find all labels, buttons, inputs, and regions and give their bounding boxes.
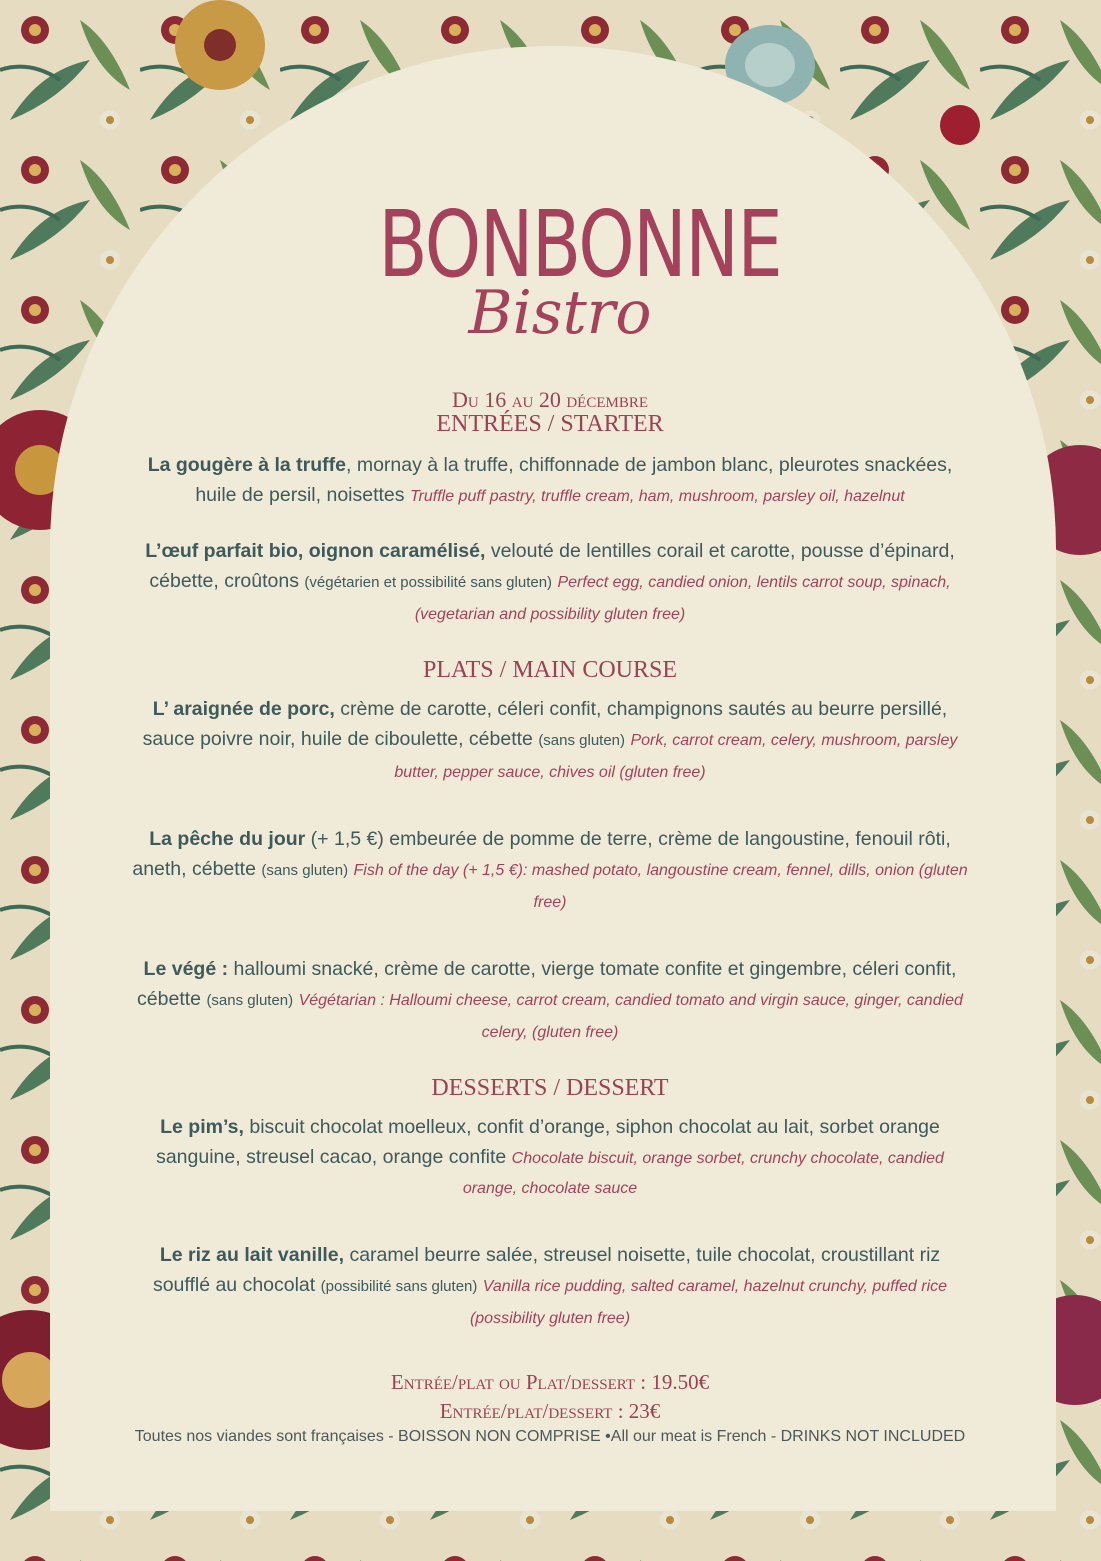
- dish-english: Perfect egg, candied onion, lentils carrot soup, spinach, (vegetarian and possibility gluten free): [414, 574, 951, 623]
- dish-description: crème de carotte, céleri confit, champignons sautés au beurre persillé, sauce poivre noir, huile de ciboulette, cébette: [142, 698, 948, 750]
- brand-name: BONBONNE: [378, 191, 782, 298]
- dish-english: Vanilla rice pudding, salted caramel, hazelnut crunchy, puffed rice (possibility gluten free): [469, 1278, 948, 1327]
- dish-english: Pork, carrot cream, celery, mushroom, parsley butter, pepper sauce, chives oil (gluten free): [394, 732, 958, 781]
- dish-note: (végétarien et possibilité sans gluten): [304, 574, 553, 591]
- dish-description: , mornay à la truffe, chiffonnade de jambon blanc, pleurotes snackées, huile de persil, noisettes: [195, 454, 953, 506]
- dish-description: velouté de lentilles corail et carotte, pousse d’épinard, cébette, croûtons: [149, 540, 955, 592]
- dish-oeuf-parfait: [130, 536, 970, 628]
- dish-name: Le végé :: [143, 958, 229, 980]
- dish-english: Fish of the day (+ 1,5 €): mashed potato, langoustine cream, fennel, dills, onion (gluten free): [353, 862, 968, 911]
- dish-note: (sans gluten): [261, 862, 349, 879]
- golden-flower-top-left: [175, 0, 265, 90]
- dish-name: L’œuf parfait bio, oignon caramélisé,: [145, 540, 486, 562]
- dish-english: Truffle puff pastry, truffle cream, ham, mushroom, parsley oil, hazelnut: [409, 488, 905, 505]
- dish-name: La gougère à la truffe: [147, 454, 346, 476]
- dish-description: (+ 1,5 €) embeurée de pomme de terre, crème de langoustine, fenouil rôti, aneth, cébette: [132, 828, 951, 880]
- dish-note: (sans gluten): [538, 732, 626, 749]
- dish-name: Le riz au lait vanille,: [159, 1244, 345, 1266]
- brand-subtitle: Bistro: [468, 278, 652, 348]
- menu-content: [130, 388, 970, 1448]
- section-title-starters: ENTRÉES / STARTER: [436, 411, 664, 437]
- dish-name: La pêche du jour: [149, 828, 306, 850]
- dish-name: Le pim’s,: [160, 1116, 244, 1138]
- menu-dates: Du 16 au 20 décembre: [451, 387, 649, 412]
- dish-pims: [130, 1112, 970, 1202]
- section-title-desserts: DESSERTS / DESSERT: [431, 1075, 669, 1101]
- dish-name: L’ araignée de porc,: [152, 698, 335, 720]
- footnote: Toutes nos viandes sont françaises - BOISSON NON COMPRISE •All our meat is French - DRINKS NOT INCLUDED: [134, 1428, 966, 1445]
- dish-note: (sans gluten): [206, 992, 294, 1009]
- dish-vege: [130, 954, 970, 1046]
- dish-description: caramel beurre salée, streusel noisette, tuile chocolat, croustillant riz soufflé au chocolat: [152, 1244, 941, 1296]
- section-title-mains: PLATS / MAIN COURSE: [422, 657, 678, 683]
- price-two-courses: Entrée/plat ou Plat/dessert : 19.50€: [390, 1370, 710, 1394]
- dish-description: biscuit chocolat moelleux, confit d’orange, siphon chocolat au lait, sorbet orange sanguine, streusel cacao, orange confite: [156, 1116, 940, 1168]
- price-three-courses: Entrée/plat/dessert : 23€: [439, 1399, 661, 1423]
- dish-riz-au-lait: [130, 1240, 970, 1332]
- brand-logo: [330, 190, 782, 360]
- dish-english: Végétarian : Halloumi cheese, carrot cream, candied tomato and virgin sauce, ginger, candied celery, (gluten free): [298, 992, 963, 1041]
- dish-araignee-porc: [130, 694, 970, 786]
- dish-peche-du-jour: [130, 824, 970, 916]
- dish-note: (possibilité sans gluten): [320, 1278, 478, 1295]
- dish-gougere: [130, 450, 970, 510]
- dish-english: Chocolate biscuit, orange sorbet, crunchy chocolate, candied orange, chocolate sauce: [462, 1150, 944, 1197]
- dish-description: halloumi snacké, crème de carotte, vierge tomate confite et gingembre, céleri confit, cébette: [137, 958, 957, 1010]
